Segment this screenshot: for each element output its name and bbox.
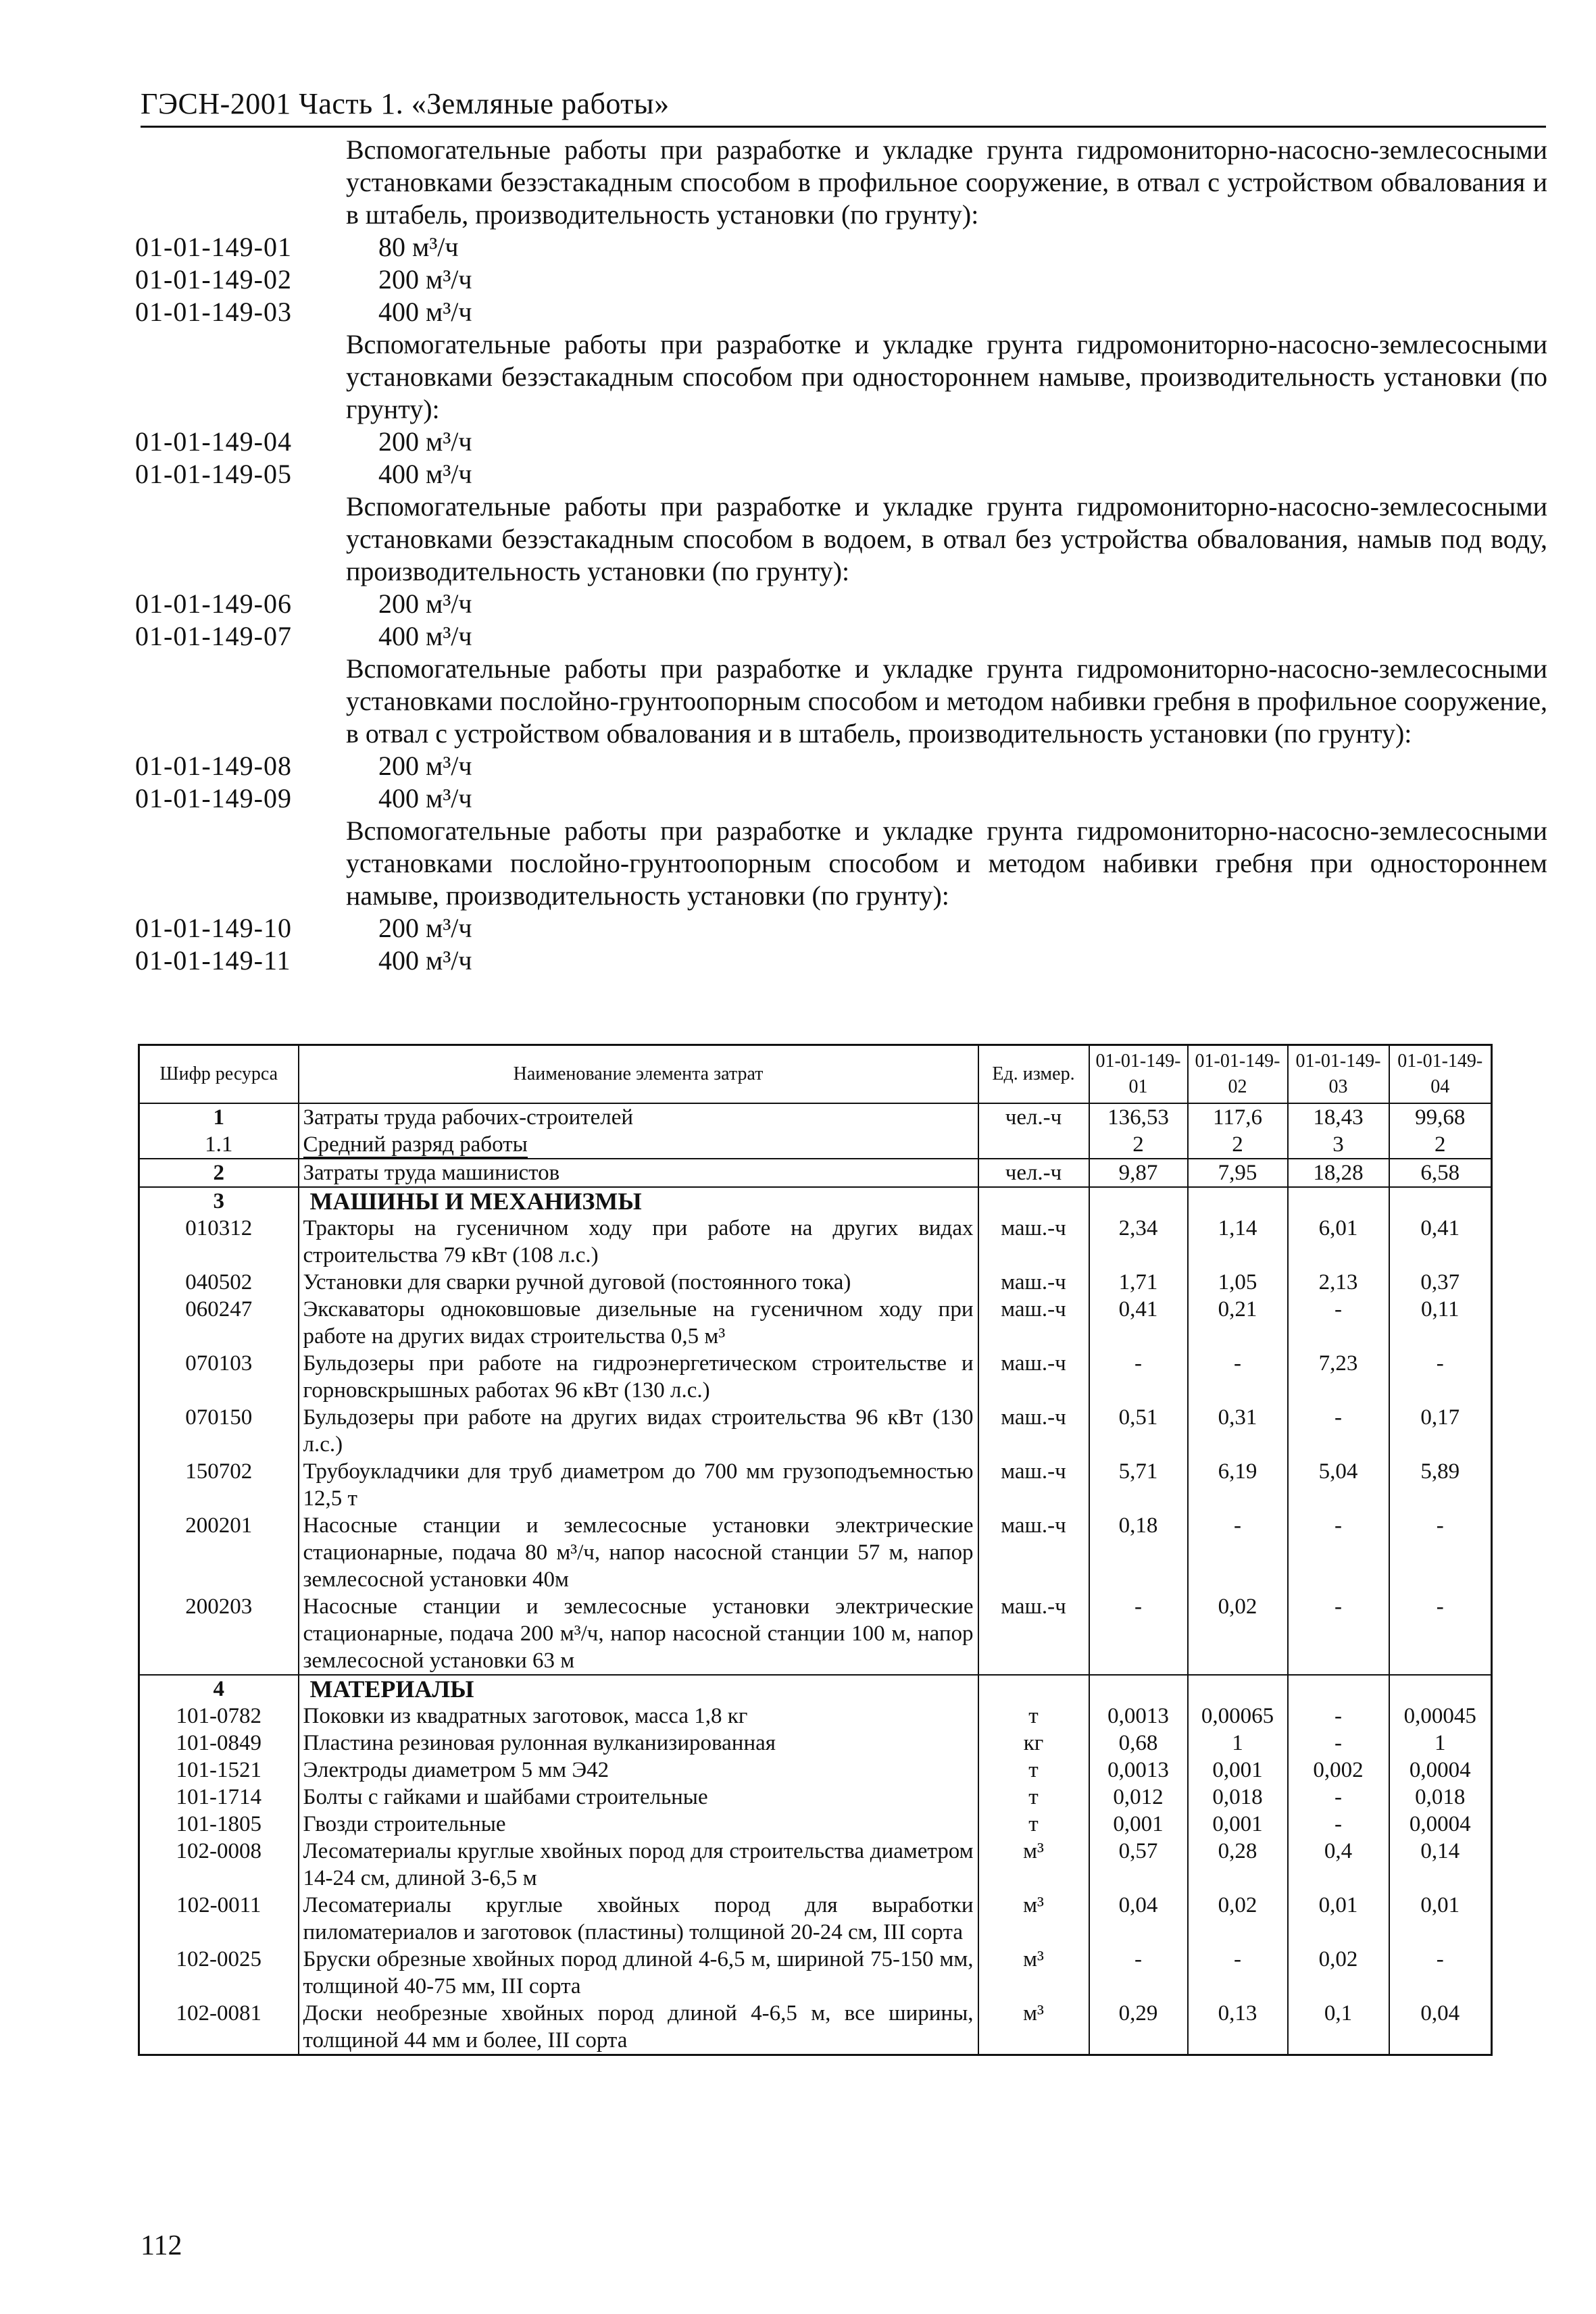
value-cell: 0,002 — [1288, 1757, 1389, 1784]
unit-cell: кг — [978, 1730, 1089, 1757]
unit-cell: маш.-ч — [978, 1215, 1089, 1269]
value-cell: 5,04 — [1288, 1458, 1389, 1512]
value-cell: 0,001 — [1089, 1811, 1188, 1838]
table-row — [139, 1811, 1492, 1838]
value-cell — [1389, 1675, 1492, 1703]
value-cell: 0,41 — [1089, 1296, 1188, 1350]
value-cell: - — [1389, 1512, 1492, 1593]
table-row — [139, 1103, 1492, 1131]
resource-code: 150702 — [139, 1458, 299, 1512]
section-row — [139, 1675, 1492, 1703]
value-cell: 0,001 — [1188, 1811, 1288, 1838]
value-cell: 0,13 — [1188, 2000, 1288, 2055]
norm-capacity: 80 м³/ч — [378, 232, 459, 262]
value-cell: 136,53 — [1089, 1103, 1188, 1131]
resource-table — [138, 1044, 1493, 2056]
resource-name: Насосные станции и землесосные установки электрические стационарные, подача 200 м³/ч, напор насосной станции 100 м, напор землесосной установки 63 м — [299, 1593, 978, 1675]
table-row — [139, 1757, 1492, 1784]
norm-code: 01-01-149-04 — [135, 426, 292, 457]
norm-capacity: 200 м³/ч — [378, 751, 472, 781]
value-cell: 18,43 — [1288, 1103, 1389, 1131]
resource-name: Средний разряд работы — [303, 1132, 528, 1157]
table-row — [139, 1946, 1492, 2000]
unit-cell: т — [978, 1811, 1089, 1838]
value-cell: 0,11 — [1389, 1296, 1492, 1350]
resource-code: 102-0008 — [139, 1838, 299, 1892]
unit-cell — [978, 1131, 1089, 1159]
value-cell — [1089, 1187, 1188, 1215]
resource-name: Тракторы на гусеничном ходу при работе на других видах строительства 79 кВт (108 л.с.) — [299, 1215, 978, 1269]
value-cell: - — [1089, 1593, 1188, 1675]
resource-name: Пластина резиновая рулонная вулканизированная — [299, 1730, 978, 1757]
unit-cell: чел.-ч — [978, 1103, 1089, 1131]
norm-capacity: 200 м³/ч — [378, 426, 472, 457]
header-col-2: 01-01-149-02 — [1188, 1045, 1288, 1104]
header-name: Наименование элемента затрат — [299, 1045, 978, 1104]
value-cell: 0,02 — [1188, 1892, 1288, 1946]
unit-cell: маш.-ч — [978, 1593, 1089, 1675]
value-cell — [1288, 1675, 1389, 1703]
norm-capacity: 200 м³/ч — [378, 913, 472, 943]
unit-cell: маш.-ч — [978, 1458, 1089, 1512]
header-divider — [141, 126, 1546, 128]
norm-code: 01-01-149-09 — [135, 783, 292, 813]
resource-code: 102-0025 — [139, 1946, 299, 2000]
table-row — [139, 1215, 1492, 1269]
table-row — [139, 2000, 1492, 2055]
resource-code: 101-0849 — [139, 1730, 299, 1757]
resource-code: 1.1 — [139, 1131, 299, 1159]
norm-code: 01-01-149-06 — [135, 588, 292, 619]
norm-code: 01-01-149-11 — [135, 945, 291, 976]
resource-code: 010312 — [139, 1215, 299, 1269]
value-cell: 0,0004 — [1389, 1757, 1492, 1784]
table-row — [139, 1892, 1492, 1946]
value-cell: 1,71 — [1089, 1269, 1188, 1296]
value-cell: - — [1288, 1296, 1389, 1350]
value-cell: 0,14 — [1389, 1838, 1492, 1892]
unit-cell: маш.-ч — [978, 1404, 1089, 1458]
value-cell: - — [1188, 1512, 1288, 1593]
value-cell: 18,28 — [1288, 1159, 1389, 1187]
page-number: 112 — [141, 2230, 182, 2261]
value-cell: 117,6 — [1188, 1103, 1288, 1131]
value-cell: 0,17 — [1389, 1404, 1492, 1458]
value-cell: 0,012 — [1089, 1784, 1188, 1811]
value-cell: 2 — [1389, 1131, 1492, 1159]
value-cell: 6,01 — [1288, 1215, 1389, 1269]
resource-name: Бульдозеры при работе на других видах строительства 96 кВт (130 л.с.) — [299, 1404, 978, 1458]
value-cell: 9,87 — [1089, 1159, 1188, 1187]
value-cell: 0,18 — [1089, 1512, 1188, 1593]
work-description: Вспомогательные работы при разработке и укладке грунта гидромониторно-насосно-землесосными установками безэстакадным способом в водоем, в отвал без устройства обвалования, намыв под воду, производительность установки (по грунту): — [346, 491, 1547, 586]
resource-code: 101-1805 — [139, 1811, 299, 1838]
value-cell: 0,01 — [1288, 1892, 1389, 1946]
header-code: Шифр ресурса — [139, 1045, 299, 1104]
value-cell: 7,95 — [1188, 1159, 1288, 1187]
norm-capacity: 400 м³/ч — [378, 783, 472, 813]
value-cell: - — [1288, 1730, 1389, 1757]
work-description: Вспомогательные работы при разработке и укладке грунта гидромониторно-насосно-землесосными установками безэстакадным способом в профильное сооружение, в отвал с устройством обвалования и в штабель, производительность установки (по грунту): — [346, 134, 1547, 230]
value-cell — [1389, 1187, 1492, 1215]
value-cell: - — [1089, 1946, 1188, 2000]
resource-name: Поковки из квадратных заготовок, масса 1,8 кг — [299, 1703, 978, 1730]
value-cell: - — [1288, 1811, 1389, 1838]
table-row — [139, 1838, 1492, 1892]
norm-code: 01-01-149-01 — [135, 232, 292, 262]
resource-code: 200203 — [139, 1593, 299, 1675]
unit-cell — [978, 1675, 1089, 1703]
value-cell: 0,018 — [1188, 1784, 1288, 1811]
norm-item — [135, 750, 1547, 782]
value-cell: 2,34 — [1089, 1215, 1188, 1269]
resource-name: Экскаваторы одноковшовые дизельные на гусеничном ходу при работе на других видах строительства 0,5 м³ — [299, 1296, 978, 1350]
value-cell — [1188, 1675, 1288, 1703]
resource-name: Затраты труда машинистов — [299, 1159, 978, 1187]
value-cell: 6,58 — [1389, 1159, 1492, 1187]
table-row — [139, 1131, 1492, 1159]
resource-code: 070150 — [139, 1404, 299, 1458]
norm-item — [135, 782, 1547, 815]
value-cell: 0,0013 — [1089, 1703, 1188, 1730]
section-row — [139, 1187, 1492, 1215]
norm-item — [135, 945, 1547, 977]
resource-name: Лесоматериалы круглые хвойных пород для строительства диаметром 14-24 см, длиной 3-6,5 м — [299, 1838, 978, 1892]
resource-name: Бульдозеры при работе на гидроэнергетическом строительстве и горновскрышных работах 96 кВт (130 л.с.) — [299, 1350, 978, 1404]
value-cell: - — [1389, 1593, 1492, 1675]
header-col-3: 01-01-149-03 — [1288, 1045, 1389, 1104]
value-cell: 0,31 — [1188, 1404, 1288, 1458]
value-cell: 1,05 — [1188, 1269, 1288, 1296]
table-row — [139, 1296, 1492, 1350]
resource-code: 101-1714 — [139, 1784, 299, 1811]
value-cell: 1 — [1188, 1730, 1288, 1757]
value-cell — [1288, 1187, 1389, 1215]
value-cell: 0,02 — [1288, 1946, 1389, 2000]
work-description: Вспомогательные работы при разработке и укладке грунта гидромониторно-насосно-землесосными установками послойно-грунтоопорным способом и методом набивки гребня при одностороннем намыве, производительность установки (по грунту): — [346, 815, 1547, 911]
norm-capacity: 400 м³/ч — [378, 297, 472, 327]
resource-name: Электроды диаметром 5 мм Э42 — [299, 1757, 978, 1784]
table-row — [139, 1350, 1492, 1404]
value-cell: - — [1389, 1946, 1492, 2000]
header-col-1: 01-01-149-01 — [1089, 1045, 1188, 1104]
resource-name: Бруски обрезные хвойных пород длиной 4-6,5 м, шириной 75-150 мм, толщиной 40-75 мм, III сорта — [299, 1946, 978, 2000]
resource-name-cell — [299, 1131, 978, 1159]
value-cell: - — [1288, 1404, 1389, 1458]
resource-name: Лесоматериалы круглые хвойных пород для выработки пиломатериалов и заготовок (пластины) толщиной 20-24 см, III сорта — [299, 1892, 978, 1946]
value-cell: 99,68 — [1389, 1103, 1492, 1131]
norm-capacity: 200 м³/ч — [378, 264, 472, 295]
value-cell: 0,04 — [1089, 1892, 1188, 1946]
unit-cell: маш.-ч — [978, 1269, 1089, 1296]
value-cell: 5,71 — [1089, 1458, 1188, 1512]
section-title: МАТЕРИАЛЫ — [299, 1675, 978, 1703]
norm-code: 01-01-149-03 — [135, 297, 292, 327]
norm-capacity: 400 м³/ч — [378, 459, 472, 489]
resource-code: 102-0081 — [139, 2000, 299, 2055]
table-row — [139, 1159, 1492, 1187]
norm-item — [135, 426, 1547, 458]
norm-code: 01-01-149-08 — [135, 751, 292, 781]
norm-item — [135, 588, 1547, 620]
value-cell: 2 — [1188, 1131, 1288, 1159]
value-cell — [1188, 1187, 1288, 1215]
norm-item — [135, 296, 1547, 328]
value-cell: - — [1188, 1946, 1288, 2000]
value-cell: 0,57 — [1089, 1838, 1188, 1892]
unit-cell: м³ — [978, 1946, 1089, 2000]
value-cell: 0,001 — [1188, 1757, 1288, 1784]
value-cell: 0,28 — [1188, 1838, 1288, 1892]
unit-cell: т — [978, 1703, 1089, 1730]
unit-cell: маш.-ч — [978, 1350, 1089, 1404]
resource-name: Болты с гайками и шайбами строительные — [299, 1784, 978, 1811]
norm-code: 01-01-149-05 — [135, 459, 292, 489]
resource-code: 101-0782 — [139, 1703, 299, 1730]
value-cell: 7,23 — [1288, 1350, 1389, 1404]
unit-cell: т — [978, 1757, 1089, 1784]
table-row — [139, 1512, 1492, 1593]
table-row — [139, 1404, 1492, 1458]
header-col-4: 01-01-149-04 — [1389, 1045, 1492, 1104]
page-header-title: ГЭСН-2001 Часть 1. «Земляные работы» — [141, 87, 670, 120]
norm-capacity: 200 м³/ч — [378, 588, 472, 619]
resource-name: Гвозди строительные — [299, 1811, 978, 1838]
header-unit: Ед. измер. — [978, 1045, 1089, 1104]
resource-code: 102-0011 — [139, 1892, 299, 1946]
unit-cell: чел.-ч — [978, 1159, 1089, 1187]
resource-name: Трубоукладчики для труб диаметром до 700 мм грузоподъемностью 12,5 т — [299, 1458, 978, 1512]
norm-item — [135, 458, 1547, 491]
value-cell: 0,0013 — [1089, 1757, 1188, 1784]
value-cell: 0,00065 — [1188, 1703, 1288, 1730]
unit-cell: м³ — [978, 1892, 1089, 1946]
table-row — [139, 1269, 1492, 1296]
norm-capacity: 400 м³/ч — [378, 945, 472, 976]
value-cell: 0,41 — [1389, 1215, 1492, 1269]
norm-capacity: 400 м³/ч — [378, 621, 472, 651]
unit-cell: маш.-ч — [978, 1296, 1089, 1350]
resource-code: 3 — [139, 1187, 299, 1215]
value-cell: 0,29 — [1089, 2000, 1188, 2055]
resource-code: 070103 — [139, 1350, 299, 1404]
resource-name: Насосные станции и землесосные установки электрические стационарные, подача 80 м³/ч, напор насосной станции 57 м, напор землесосной установки 40м — [299, 1512, 978, 1593]
unit-cell: т — [978, 1784, 1089, 1811]
unit-cell: м³ — [978, 1838, 1089, 1892]
value-cell: 0,4 — [1288, 1838, 1389, 1892]
value-cell: 5,89 — [1389, 1458, 1492, 1512]
value-cell: 0,018 — [1389, 1784, 1492, 1811]
value-cell: 0,00045 — [1389, 1703, 1492, 1730]
resource-name: Установки для сварки ручной дуговой (постоянного тока) — [299, 1269, 978, 1296]
value-cell: 0,68 — [1089, 1730, 1188, 1757]
value-cell: 1 — [1389, 1730, 1492, 1757]
value-cell: - — [1288, 1703, 1389, 1730]
value-cell: 0,01 — [1389, 1892, 1492, 1946]
resource-code: 4 — [139, 1675, 299, 1703]
work-description: Вспомогательные работы при разработке и укладке грунта гидромониторно-насосно-землесосными установками безэстакадным способом при одностороннем намыве, производительность установки (по грунту): — [346, 329, 1547, 424]
value-cell: - — [1089, 1350, 1188, 1404]
value-cell: 0,21 — [1188, 1296, 1288, 1350]
norm-code: 01-01-149-10 — [135, 913, 292, 943]
value-cell: 0,02 — [1188, 1593, 1288, 1675]
value-cell: 2,13 — [1288, 1269, 1389, 1296]
value-cell: - — [1288, 1784, 1389, 1811]
value-cell: 1,14 — [1188, 1215, 1288, 1269]
resource-name: Доски необрезные хвойных пород длиной 4-6,5 м, все ширины, толщиной 44 мм и более, III сорта — [299, 2000, 978, 2055]
work-description: Вспомогательные работы при разработке и укладке грунта гидромониторно-насосно-землесосными установками послойно-грунтоопорным способом и методом набивки гребня в профильное сооружение, в отвал с устройством обвалования и в штабель, производительность установки (по грунту): — [346, 653, 1547, 749]
resource-name: Затраты труда рабочих-строителей — [299, 1103, 978, 1131]
table-header-row — [139, 1045, 1492, 1104]
norm-code: 01-01-149-02 — [135, 264, 292, 295]
value-cell — [1089, 1675, 1188, 1703]
norm-code: 01-01-149-07 — [135, 621, 292, 651]
table-row — [139, 1730, 1492, 1757]
table-row — [139, 1703, 1492, 1730]
section-title: МАШИНЫ И МЕХАНИЗМЫ — [299, 1187, 978, 1215]
resource-code: 101-1521 — [139, 1757, 299, 1784]
unit-cell: маш.-ч — [978, 1512, 1089, 1593]
value-cell: - — [1288, 1593, 1389, 1675]
value-cell: 6,19 — [1188, 1458, 1288, 1512]
value-cell: - — [1288, 1512, 1389, 1593]
value-cell: 0,51 — [1089, 1404, 1188, 1458]
resource-code: 060247 — [139, 1296, 299, 1350]
value-cell: - — [1188, 1350, 1288, 1404]
resource-code: 040502 — [139, 1269, 299, 1296]
value-cell: 3 — [1288, 1131, 1389, 1159]
table-row — [139, 1784, 1492, 1811]
norm-item — [135, 231, 1547, 263]
resource-code: 1 — [139, 1103, 299, 1131]
resource-code: 2 — [139, 1159, 299, 1187]
norm-item — [135, 620, 1547, 653]
resource-code: 200201 — [139, 1512, 299, 1593]
unit-cell — [978, 1187, 1089, 1215]
value-cell: 0,37 — [1389, 1269, 1492, 1296]
norm-item — [135, 263, 1547, 296]
unit-cell: м³ — [978, 2000, 1089, 2055]
value-cell: 0,0004 — [1389, 1811, 1492, 1838]
norm-item — [135, 912, 1547, 945]
value-cell: 0,1 — [1288, 2000, 1389, 2055]
intro-section — [135, 134, 1547, 977]
value-cell: 2 — [1089, 1131, 1188, 1159]
value-cell: 0,04 — [1389, 2000, 1492, 2055]
table-row — [139, 1593, 1492, 1675]
value-cell: - — [1389, 1350, 1492, 1404]
table-row — [139, 1458, 1492, 1512]
